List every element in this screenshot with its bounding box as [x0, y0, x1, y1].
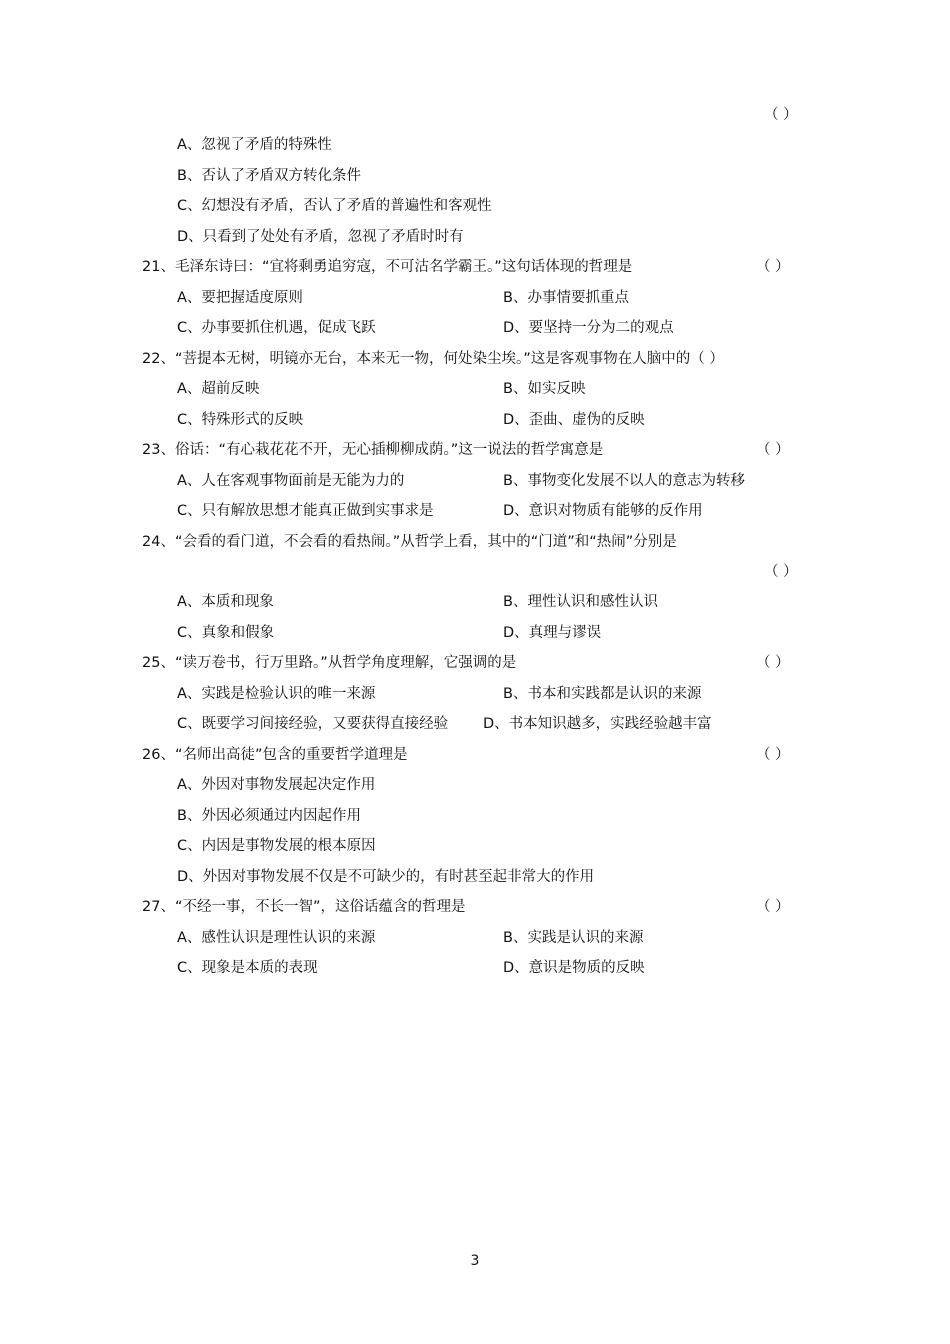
- option-q26-a: A、外因对事物发展起决定作用: [177, 777, 376, 793]
- option-q20-c: C、幻想没有矛盾，否认了矛盾的普遍性和客观性: [177, 198, 492, 214]
- option-q22-c: C、特殊形式的反映: [177, 412, 304, 428]
- option-q26-b: B、外因必须通过内因起作用: [177, 808, 361, 824]
- answer-paren-q23: （ ）: [756, 442, 790, 458]
- option-q20-b: B、否认了矛盾双方转化条件: [177, 168, 361, 184]
- option-q21-c: C、办事要抓住机遇，促成飞跃: [177, 320, 376, 336]
- option-q24-d: D、真理与谬误: [503, 625, 602, 641]
- option-q27-d: D、意识是物质的反映: [503, 960, 645, 976]
- question-26-stem: 26、“名师出高徒”包含的重要哲学道理是: [142, 747, 408, 763]
- question-24-stem: 24、“会看的看门道，不会看的看热闹。”从哲学上看，其中的“门道”和“热闹”分别是: [142, 534, 677, 550]
- option-q27-c: C、现象是本质的表现: [177, 960, 318, 976]
- answer-paren-q24: （ ）: [764, 564, 798, 580]
- question-22-stem: 22、“菩提本无树，明镜亦无台，本来无一物，何处染尘埃。”这是客观事物在人脑中的（ ）: [142, 351, 724, 367]
- option-q23-a: A、人在客观事物面前是无能为力的: [177, 473, 405, 489]
- option-q24-a: A、本质和现象: [177, 594, 274, 610]
- option-q25-d: D、书本知识越多，实践经验越丰富: [483, 716, 712, 732]
- option-q23-c: C、只有解放思想才能真正做到实事求是: [177, 503, 434, 519]
- option-q27-a: A、感性认识是理性认识的来源: [177, 930, 376, 946]
- page-number: 3: [470, 1253, 480, 1269]
- answer-paren-q20: （ ）: [764, 107, 798, 123]
- option-q20-d: D、只看到了处处有矛盾，忽视了矛盾时时有: [177, 229, 464, 245]
- option-q22-b: B、如实反映: [503, 381, 586, 397]
- option-q25-b: B、书本和实践都是认识的来源: [503, 686, 702, 702]
- option-q23-d: D、意识对物质有能够的反作用: [503, 503, 703, 519]
- option-q21-d: D、要坚持一分为二的观点: [503, 320, 674, 336]
- option-q20-a: A、忽视了矛盾的特殊性: [177, 137, 332, 153]
- option-q22-a: A、超前反映: [177, 381, 260, 397]
- answer-paren-q21: （ ）: [756, 259, 790, 275]
- answer-paren-q27: （ ）: [756, 899, 790, 915]
- option-q21-b: B、办事情要抓重点: [503, 290, 629, 306]
- option-q25-c: C、既要学习间接经验，又要获得直接经验: [177, 716, 449, 732]
- question-27-stem: 27、“不经一事，不长一智”，这俗话蕴含的哲理是: [142, 899, 466, 915]
- option-q26-c: C、内因是事物发展的根本原因: [177, 838, 376, 854]
- question-23-stem: 23、俗话：“有心栽花花不开，无心插柳柳成荫。”这一说法的哲学寓意是: [142, 442, 604, 458]
- answer-paren-q26: （ ）: [756, 747, 790, 763]
- option-q27-b: B、实践是认识的来源: [503, 930, 644, 946]
- option-q25-a: A、实践是检验认识的唯一来源: [177, 686, 376, 702]
- question-25-stem: 25、“读万卷书，行万里路。”从哲学角度理解，它强调的是: [142, 655, 517, 671]
- option-q26-d: D、外因对事物发展不仅是不可缺少的，有时甚至起非常大的作用: [177, 869, 595, 885]
- option-q24-b: B、理性认识和感性认识: [503, 594, 658, 610]
- answer-paren-q25: （ ）: [756, 655, 790, 671]
- question-21-stem: 21、毛泽东诗曰：“宜将剩勇追穷寇，不可沽名学霸王。”这句话体现的哲理是: [142, 259, 633, 275]
- option-q23-b: B、事物变化发展不以人的意志为转移: [503, 473, 745, 489]
- option-q22-d: D、歪曲、虚伪的反映: [503, 412, 645, 428]
- option-q21-a: A、要把握适度原则: [177, 290, 303, 306]
- option-q24-c: C、真象和假象: [177, 625, 275, 641]
